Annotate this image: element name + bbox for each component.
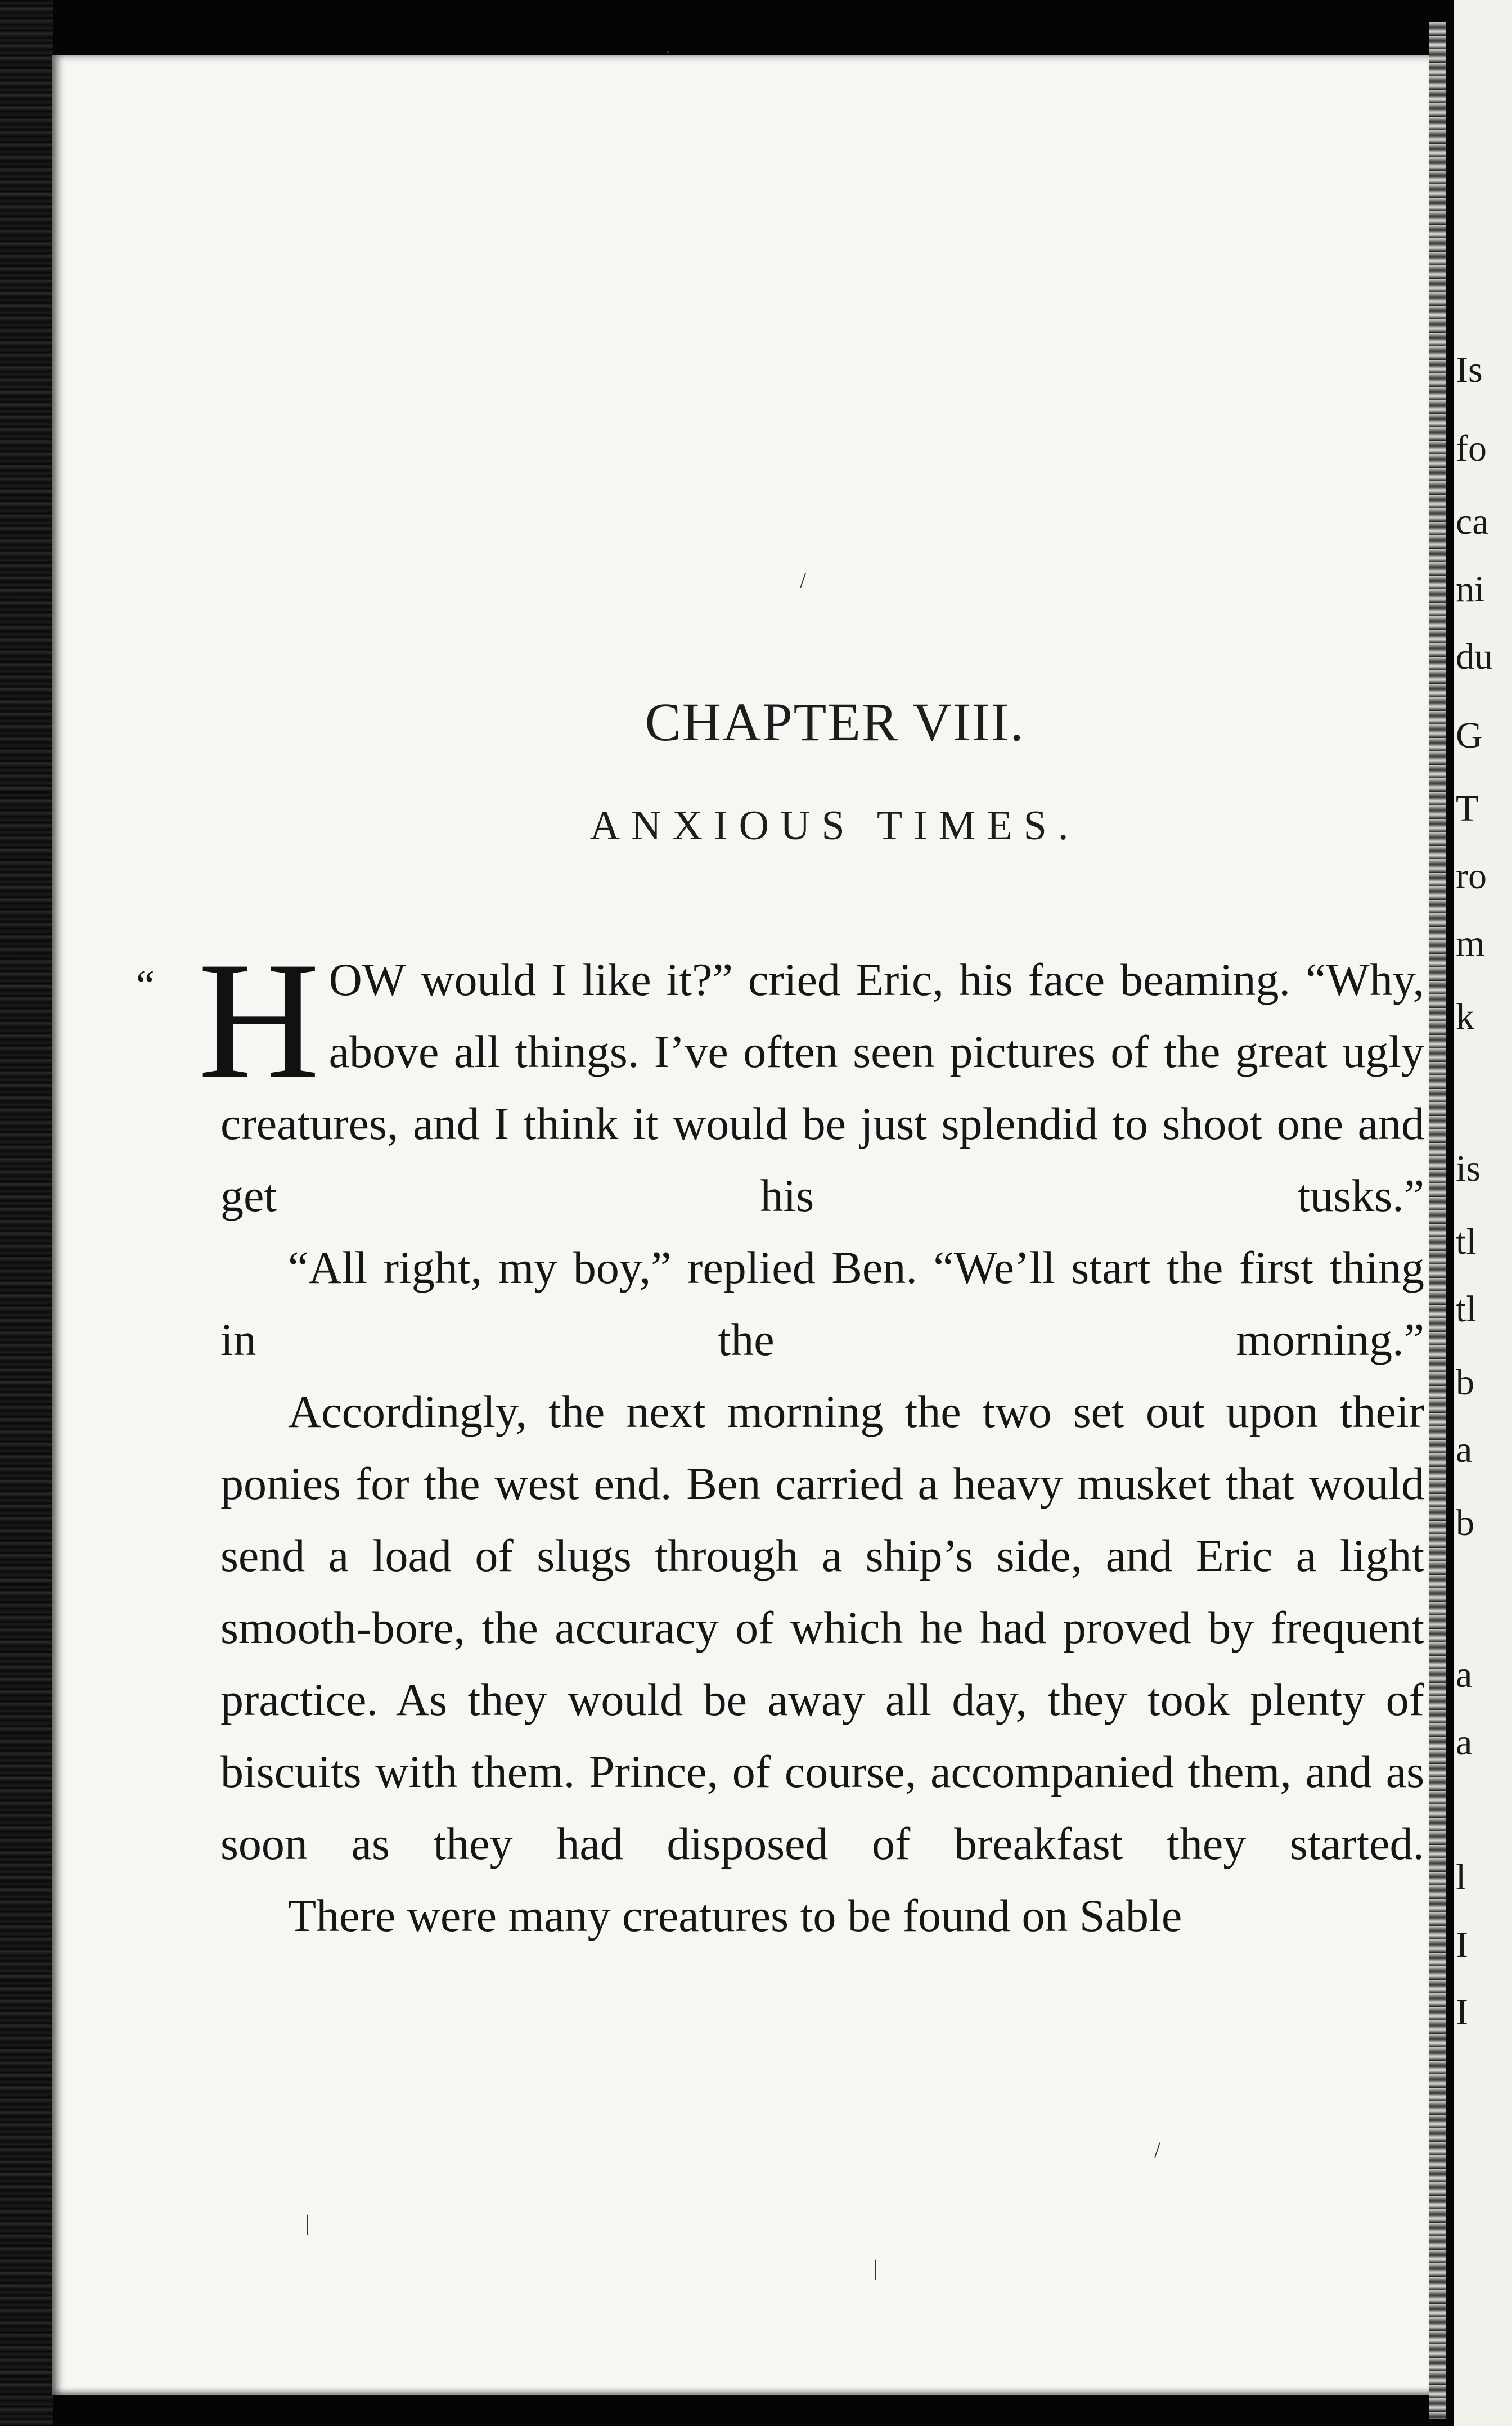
facing-page-fragment: tl xyxy=(1456,1289,1477,1330)
drop-cap: H xyxy=(198,927,320,1114)
ink-speck: / xyxy=(1154,2137,1161,2162)
facing-page-fragment: a xyxy=(1456,1722,1473,1763)
paragraph-4: There were many creatures to be found on Sable xyxy=(288,1890,1182,1941)
chapter-subtitle: ANXIOUS TIMES. xyxy=(590,803,1080,849)
facing-page-fragment: m xyxy=(1456,923,1485,964)
drop-cap-word-rest: OW xyxy=(328,954,406,1005)
facing-page-fragment: l xyxy=(1456,1857,1466,1898)
facing-page-fragment: T xyxy=(1456,788,1479,829)
facing-page-fragment: a xyxy=(1456,1429,1473,1470)
ink-speck: | xyxy=(873,2255,878,2280)
facing-page-fragment: ro xyxy=(1456,856,1487,897)
facing-page-fragment: fo xyxy=(1456,428,1487,469)
ink-speck: . xyxy=(665,33,670,58)
facing-page-fragment: ca xyxy=(1456,501,1489,542)
page-stack-edge xyxy=(1429,22,1446,2419)
facing-page-fragment: a xyxy=(1456,1654,1473,1695)
facing-page-fragment: G xyxy=(1456,715,1483,756)
facing-page-fragment: I xyxy=(1456,1924,1468,1965)
ink-speck: | xyxy=(305,2210,310,2235)
chapter-heading: CHAPTER VIII. xyxy=(645,692,1025,752)
paragraph-1-text: would I like it?” cried Eric, his face beaming. “Why, above all things. I’ve often seen pictures of the great ugly creatures, and I think it would be just splendid to shoot one and get his tusks.” xyxy=(220,954,1424,1221)
facing-page-fragment: Is xyxy=(1456,349,1483,390)
paragraph-1 xyxy=(198,927,1424,1232)
facing-page-fragment: b xyxy=(1456,1362,1474,1403)
book-binding-edge xyxy=(0,0,53,2426)
opening-quote-mark: “ xyxy=(136,962,155,1009)
book-page xyxy=(52,33,1432,2395)
facing-page-fragment: is xyxy=(1456,1148,1481,1189)
ink-speck: / xyxy=(800,568,807,593)
chapter-body xyxy=(136,927,1424,1952)
facing-page-fragment: b xyxy=(1456,1502,1474,1543)
facing-page-fragment: du xyxy=(1456,636,1493,677)
facing-page-fragment: tl xyxy=(1456,1221,1477,1262)
facing-page-fragment: I xyxy=(1456,1992,1468,2033)
facing-page-fragment: k xyxy=(1456,996,1474,1037)
paragraph-3: Accordingly, the next morning the two set out upon their ponies for the west end. Ben carried a heavy musket that would send a load of slugs through a ship’s side, and Eric a light smooth-bore, the accuracy of which he had proved by frequent practice. As they would be away all day, they took plenty of biscuits with them. Prince, of course, accompanied them, and as soon as they had disposed of breakfast they started. xyxy=(220,1386,1424,1869)
facing-page-fragment: ni xyxy=(1456,569,1485,610)
paragraph-2: “All right, my boy,” replied Ben. “We’ll start the first thing in the morning.” xyxy=(220,1242,1424,1365)
